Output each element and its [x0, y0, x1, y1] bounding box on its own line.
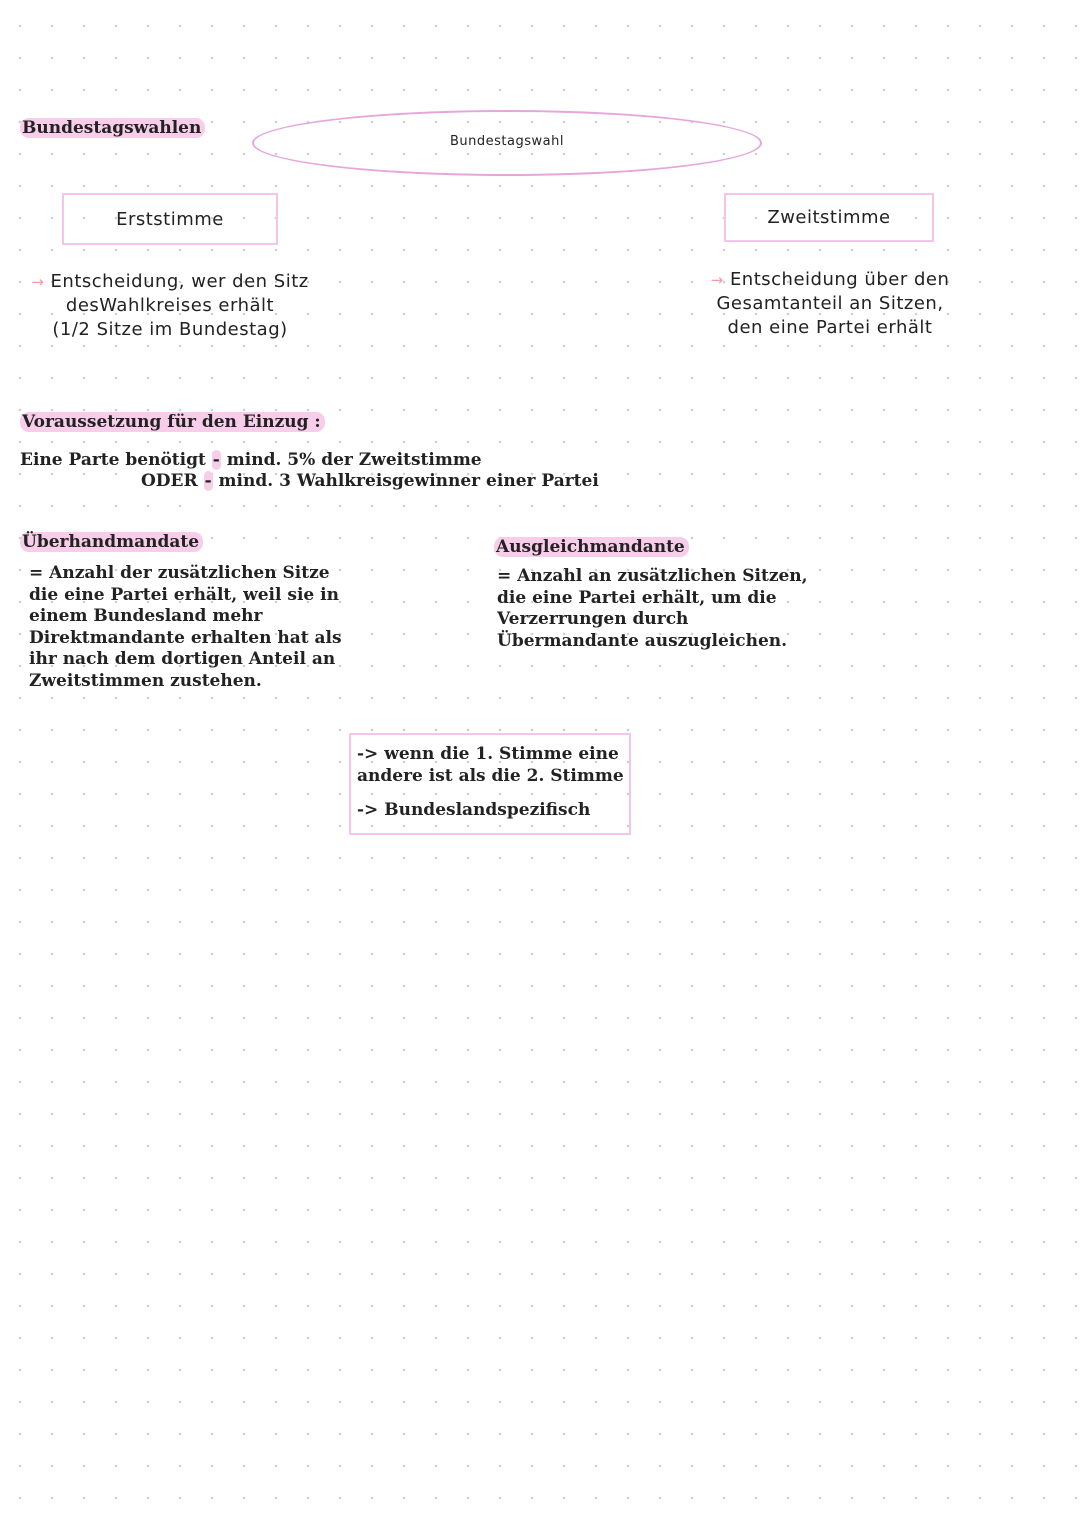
- ausgleichmandate-definition: = Anzahl an zusätzlichen Sitzen, die eine Partei erhält, um die Verzerrungen durch Übermandante auszugleichen.: [497, 566, 808, 651]
- erststimme-description-line: → Entscheidung, wer den Sitz: [31, 271, 309, 292]
- erststimme-description: [20, 270, 320, 342]
- erststimme-label: Erststimme: [116, 208, 224, 230]
- requirement-line-1: Eine Parte benötigt - mind. 5% der Zweitstimme: [20, 450, 482, 470]
- zweitstimme-description-line: Gesamtanteil an Sitzen,: [716, 293, 944, 314]
- dash-marker: -: [212, 450, 220, 470]
- dash-marker: -: [204, 471, 212, 491]
- zweitstimme-description: [696, 268, 964, 340]
- zweitstimme-label: Zweitstimme: [767, 207, 891, 228]
- ausgleichmandate-heading: Ausgleichmandante: [494, 537, 689, 557]
- ueberhangmandate-heading: Überhandmandate: [20, 532, 203, 552]
- arrow-right-icon: →: [710, 271, 724, 289]
- page-title: [20, 118, 205, 138]
- requirement-line-2: ODER - mind. 3 Wahlkreisgewinner einer Partei: [141, 471, 599, 491]
- zweitstimme-description-line: den eine Partei erhält: [727, 317, 933, 338]
- zweitstimme-description-line: → Entscheidung über den: [710, 269, 950, 290]
- erststimme-description-line: desWahlkreises erhält: [65, 295, 275, 316]
- info-line-1: -> wenn die 1. Stimme eine andere ist als die 2. Stimme: [357, 744, 624, 786]
- arrow-right-icon: →: [31, 273, 45, 291]
- requirement-heading: Voraussetzung für den Einzug :: [20, 412, 325, 432]
- ueberhangmandate-definition: = Anzahl der zusätzlichen Sitze die eine Partei erhält, weil sie in einem Bundesland mehr Direktmandante erhalten hat als ihr nach dem dortigen Anteil an Zweitstimmen zustehen.: [29, 563, 342, 691]
- erststimme-description-line: (1/2 Sitze im Bundestag): [52, 319, 288, 340]
- page-title-text: Bundestagswahlen: [20, 118, 205, 138]
- central-ellipse-label: Bundestagswahl: [450, 134, 564, 149]
- info-box: [349, 733, 631, 835]
- erststimme-box: [62, 193, 278, 245]
- info-line-2: -> Bundeslandspezifisch: [357, 800, 591, 820]
- zweitstimme-box: [724, 193, 934, 242]
